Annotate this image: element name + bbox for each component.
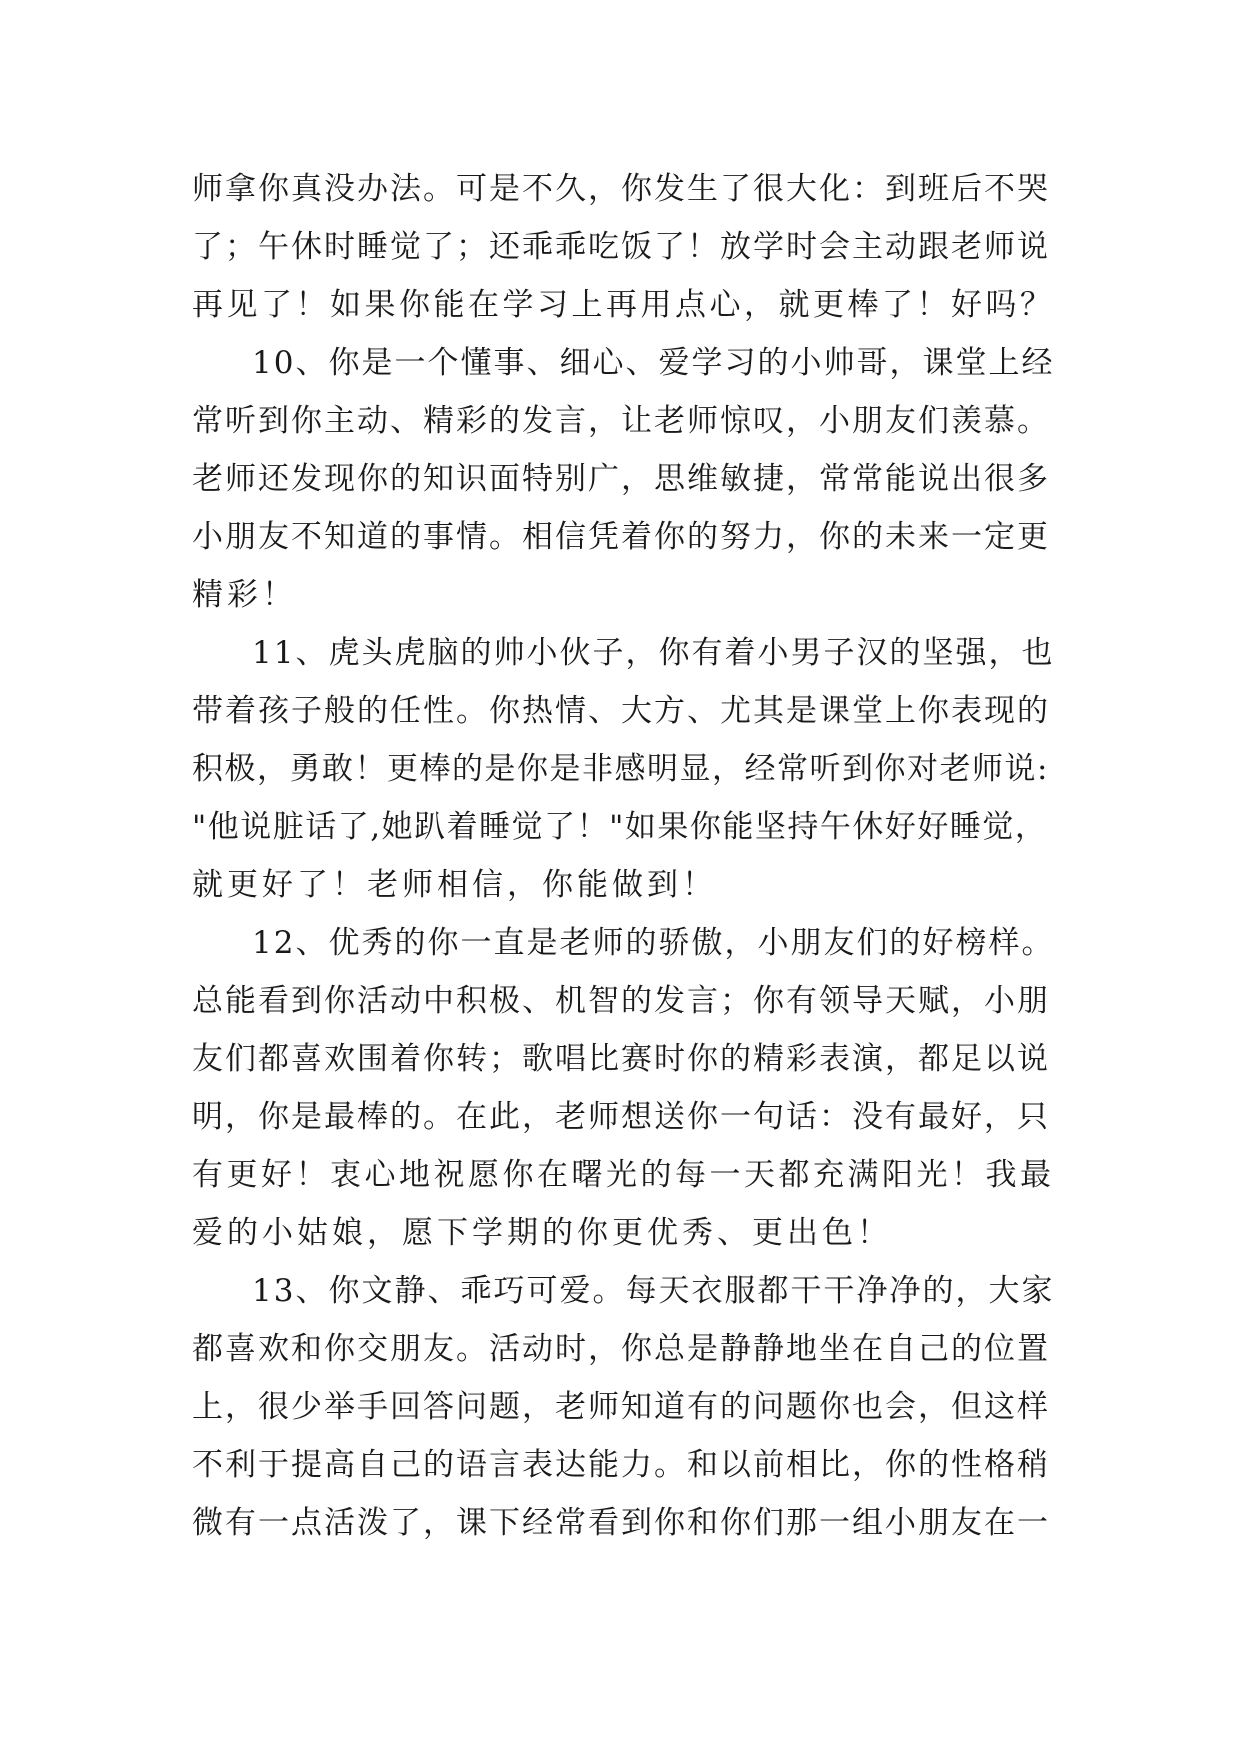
text-line: 友们都喜欢围着你转；歌唱比赛时你的精彩表演，都足以说	[192, 1041, 1050, 1077]
text-line: 有更好！衷心地祝愿你在曙光的每一天都充满阳光！我最	[192, 1157, 1055, 1193]
text-line: 小朋友不知道的事情。相信凭着你的努力，你的未来一定更	[192, 519, 1050, 555]
text-line: 微有一点活泼了，课下经常看到你和你们那一组小朋友在一	[192, 1505, 1050, 1541]
text-line: 上，很少举手回答问题，老师知道有的问题你也会，但这样	[192, 1389, 1050, 1425]
text-line: "他说脏话了,她趴着睡觉了！"如果你能坚持午休好好睡觉，	[192, 809, 1048, 845]
text-line: 老师还发现你的知识面特别广，思维敏捷，常常能说出很多	[192, 461, 1050, 497]
text-line: 都喜欢和你交朋友。活动时，你总是静静地坐在自己的位置	[192, 1331, 1050, 1367]
text-line: 带着孩子般的任性。你热情、大方、尤其是课堂上你表现的	[192, 693, 1050, 729]
text-line: 师拿你真没办法。可是不久，你发生了很大化：到班后不哭	[192, 171, 1050, 207]
text-line: 精彩！	[192, 577, 297, 613]
paragraph-11-start: 11、虎头虎脑的帅小伙子，你有着小男子汉的坚强，也	[252, 635, 1055, 671]
text-line: 明，你是最棒的。在此，老师想送你一句话：没有最好，只	[192, 1099, 1050, 1135]
document-body	[192, 160, 1057, 1552]
text-line: 总能看到你活动中积极、机智的发言；你有领导天赋，小朋	[192, 983, 1050, 1019]
text-line: 了；午休时睡觉了；还乖乖吃饭了！放学时会主动跟老师说	[192, 229, 1050, 265]
paragraph-13-start: 13、你文静、乖巧可爱。每天衣服都干干净净的，大家	[252, 1273, 1055, 1309]
text-line: 爱的小姑娘，愿下学期的你更优秀、更出色！	[192, 1215, 892, 1251]
text-line: 不利于提高自己的语言表达能力。和以前相比，你的性格稍	[192, 1447, 1050, 1483]
paragraph-10-start: 10、你是一个懂事、细心、爱学习的小帅哥，课堂上经	[252, 345, 1055, 381]
text-line: 常听到你主动、精彩的发言，让老师惊叹，小朋友们羡慕。	[192, 403, 1050, 439]
text-line: 积极，勇敢！更棒的是你是非感明显，经常听到你对老师说:	[192, 751, 1049, 787]
text-line: 再见了！如果你能在学习上再用点心，就更棒了！好吗？	[192, 287, 1055, 323]
text-line: 就更好了！老师相信，你能做到！	[192, 867, 717, 903]
paragraph-12-start: 12、优秀的你一直是老师的骄傲，小朋友们的好榜样。	[252, 925, 1055, 961]
